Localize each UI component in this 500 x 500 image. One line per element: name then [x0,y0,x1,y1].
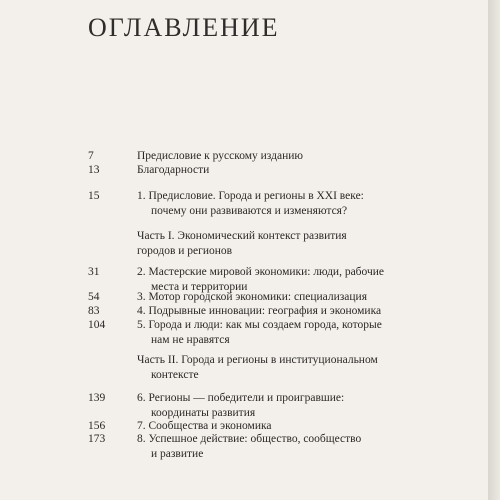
toc-entry-title [137,189,477,219]
toc-page-number: 31 [88,266,100,278]
toc-entry-line: Часть I. Экономический контекст развития [137,230,347,242]
toc-entry-line: нам не нравятся [151,334,230,346]
toc-page-number: 15 [88,190,100,202]
toc-entry-title [137,432,477,462]
toc-entry-line: контексте [151,369,199,381]
toc-entry-line: 8. Успешное действие: общество, сообщество [137,433,362,445]
toc-entry-line: Предисловие к русскому изданию [137,150,303,162]
toc-part-title [137,229,477,259]
toc-page-number: 54 [88,291,100,303]
toc-entry-line: 1. Предисловие. Города и регионы в XXI веке: [137,190,364,202]
toc-entry-title [137,391,477,421]
toc-entry-line: 6. Регионы — победители и проигравшие: [137,392,345,404]
toc-page-number: 83 [88,305,100,317]
page-edge [488,0,500,500]
toc-entry-line: 7. Сообщества и экономика [137,420,272,432]
toc-entry-line: почему они развиваются и изменяются? [151,205,348,217]
toc-entry-line: места и территории [151,281,248,293]
toc-entry-line: и развитие [151,448,204,460]
page-title: ОГЛАВЛЕНИЕ [88,13,280,42]
toc-entry-line: Часть II. Города и регионы в институциональном [137,354,378,366]
toc-entry-line: 2. Мастерские мировой экономики: люди, рабочие [137,266,385,278]
toc-entry-line: 4. Подрывные инновации: география и экономика [137,305,382,317]
toc-entry-title [137,318,477,348]
toc-entry-title [137,163,477,178]
toc-entry-line: 3. Мотор городской экономики: специализация [137,291,368,303]
toc-page-number: 156 [88,420,106,432]
toc-page-number: 13 [88,164,100,176]
toc-page-number: 139 [88,392,106,404]
toc-entry-title [137,304,477,319]
toc-entry-line: 5. Города и люди: как мы создаем города, которые [137,319,382,331]
toc-entry-line: Благодарности [137,164,210,176]
toc-part-title [137,353,477,383]
toc-page-number: 104 [88,319,106,331]
toc-entry-title [137,290,477,305]
toc-entry-line: координаты развития [151,407,256,419]
toc-entry-title [137,149,477,164]
toc-page-number: 7 [88,150,94,162]
toc-page-number: 173 [88,433,106,445]
toc-entry-line: городов и регионов [137,245,233,257]
